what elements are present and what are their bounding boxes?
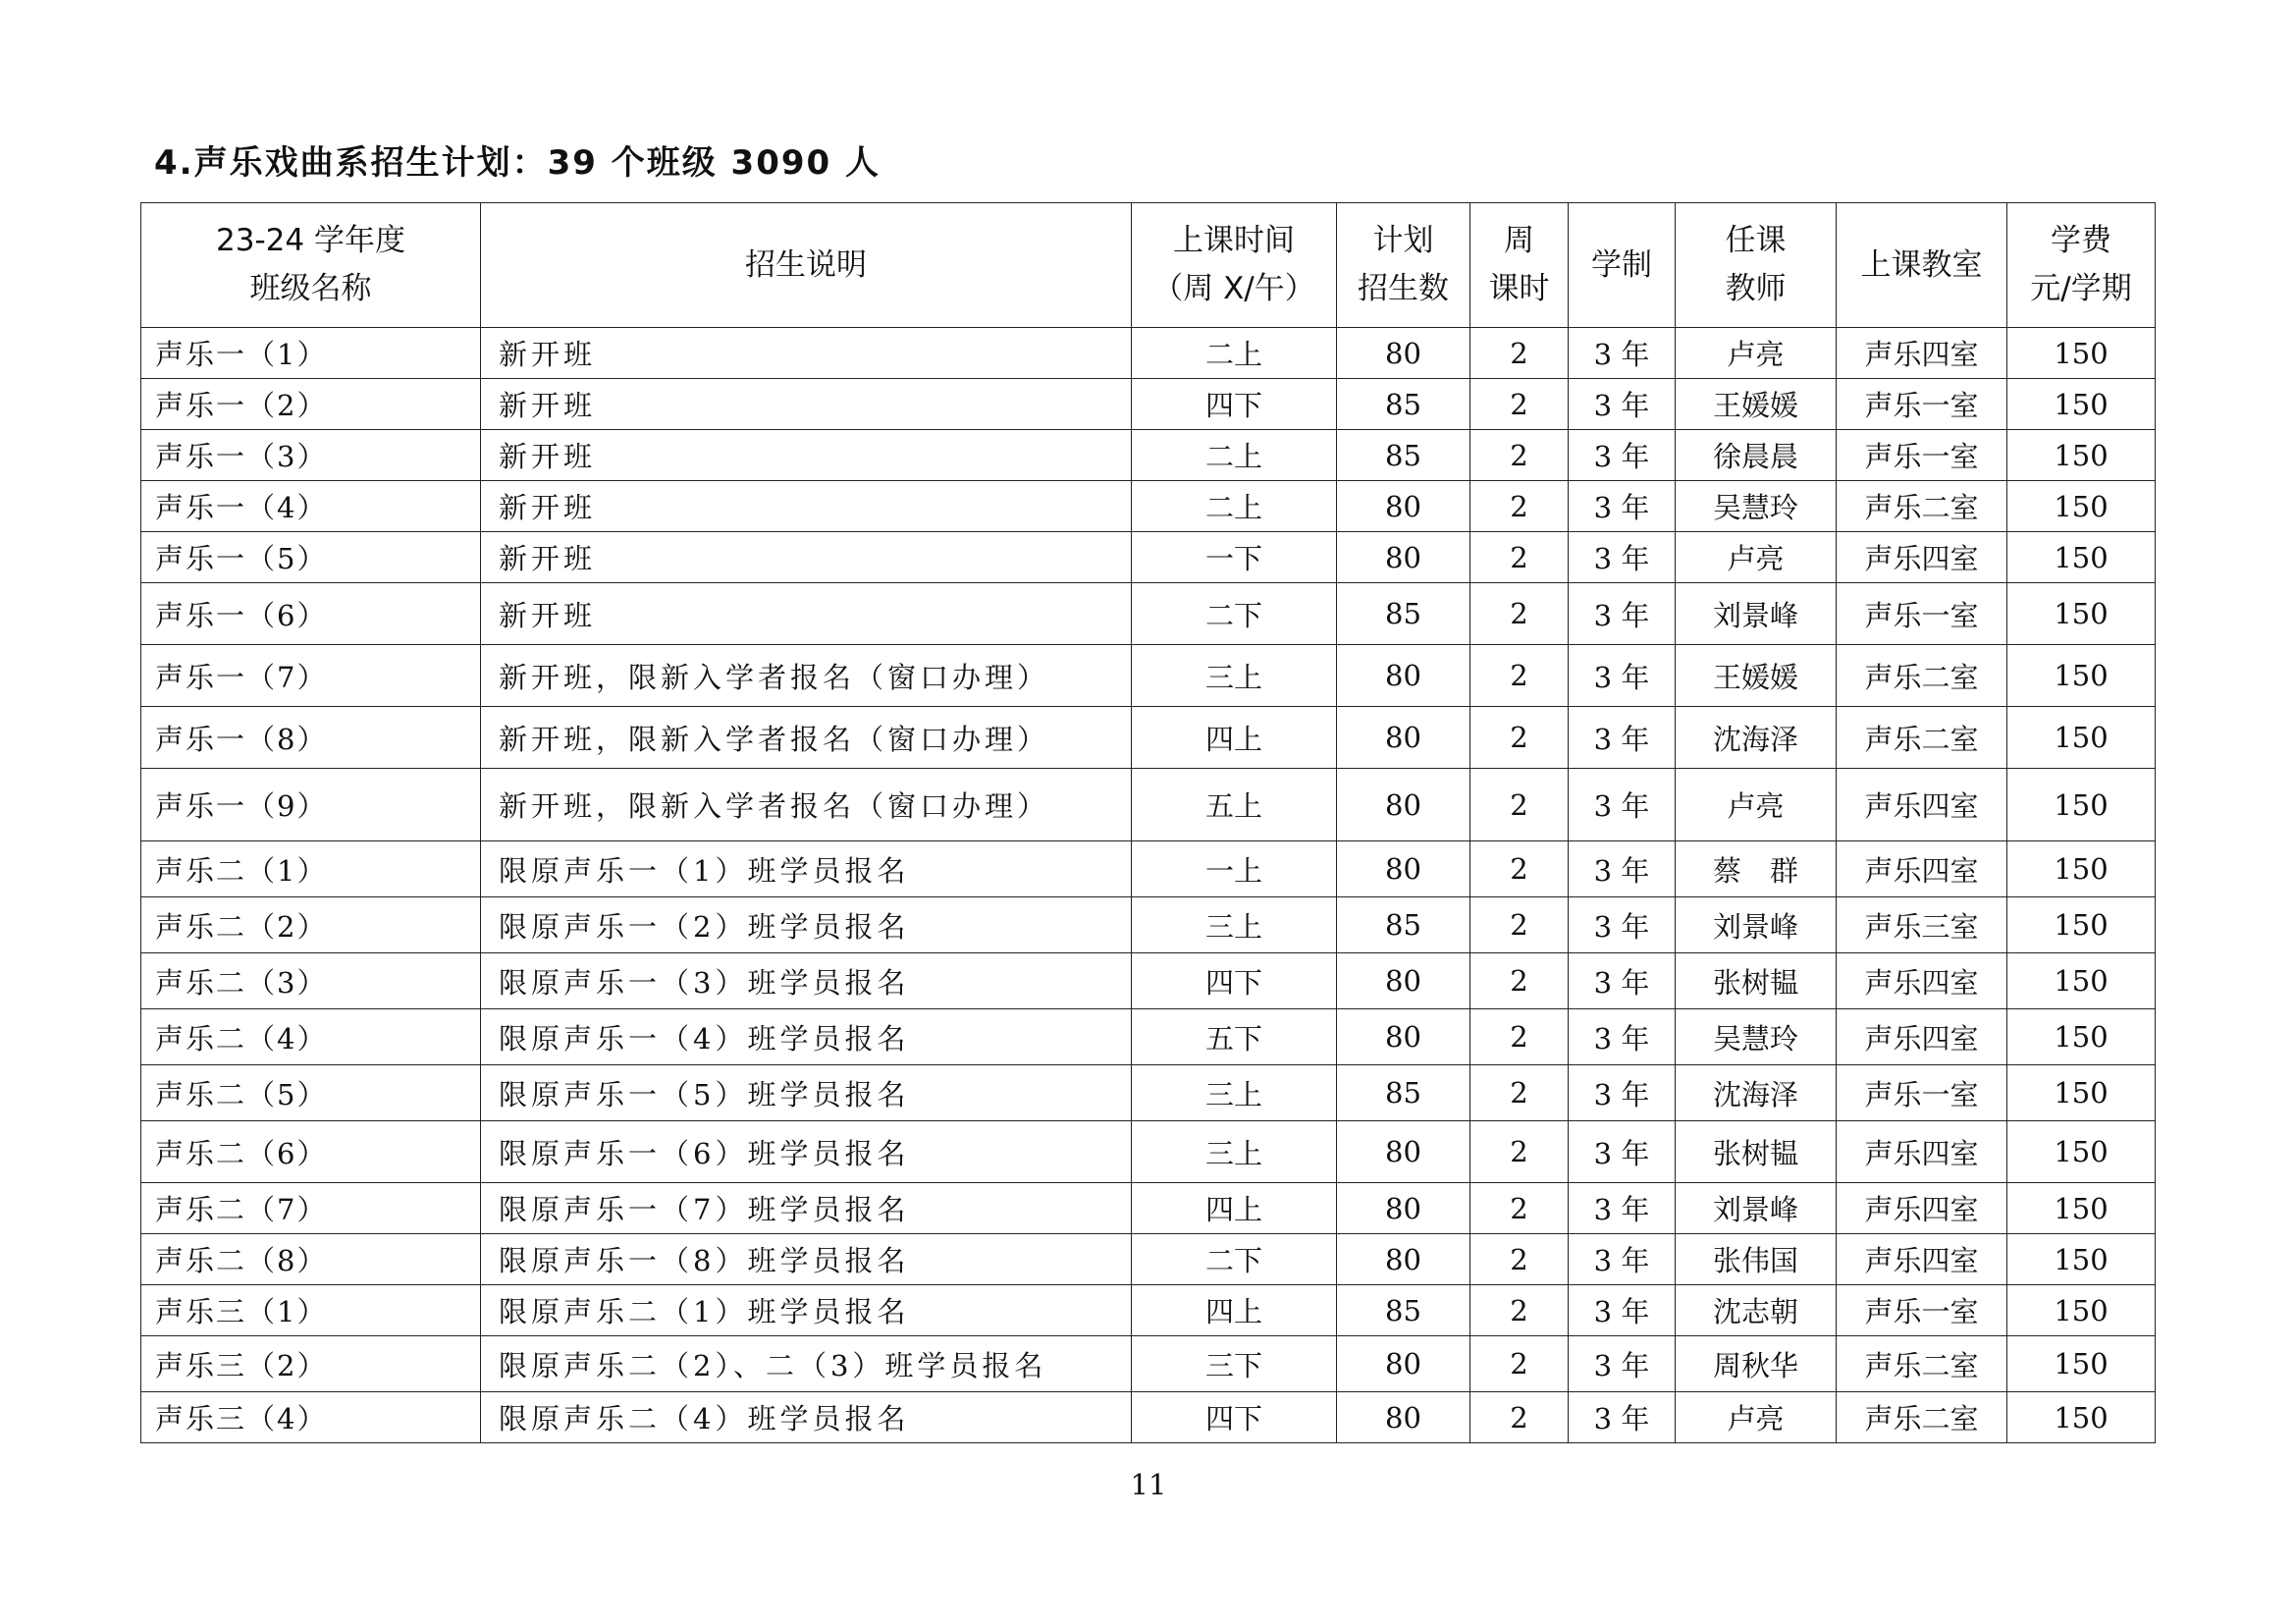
- cell-teacher: 刘景峰: [1676, 897, 1837, 953]
- cell-class-time: 三下: [1132, 1336, 1337, 1392]
- cell-weekly-hours: 2: [1470, 645, 1569, 707]
- cell-planned-enrollment: 80: [1337, 328, 1470, 379]
- cell-classroom: 声乐四室: [1837, 769, 2007, 841]
- cell-teacher: 王媛媛: [1676, 645, 1837, 707]
- header-weekly-hours-line: 周: [1504, 223, 1534, 258]
- cell-tuition-fee: 150: [2007, 379, 2156, 430]
- cell-enrollment-note: 限原声乐二（1）班学员报名: [481, 1285, 1132, 1336]
- cell-enrollment-note: 新开班: [481, 328, 1132, 379]
- cell-program-length: 3 年: [1569, 1009, 1676, 1065]
- cell-class-name: 声乐一（3）: [141, 430, 481, 481]
- cell-tuition-fee: 150: [2007, 1234, 2156, 1285]
- cell-planned-enrollment: 80: [1337, 1183, 1470, 1234]
- page-title: 4.声乐戏曲系招生计划：39 个班级 3090 人: [154, 143, 881, 183]
- cell-planned-enrollment: 80: [1337, 1009, 1470, 1065]
- cell-program-length: 3 年: [1569, 1183, 1676, 1234]
- cell-classroom: 声乐四室: [1837, 953, 2007, 1009]
- header-class-time-line: 上课时间: [1173, 223, 1295, 258]
- table-row: [141, 583, 2156, 645]
- cell-class-name: 声乐二（5）: [141, 1065, 481, 1121]
- cell-classroom: 声乐四室: [1837, 1009, 2007, 1065]
- cell-teacher: 徐晨晨: [1676, 430, 1837, 481]
- cell-class-name: 声乐一（1）: [141, 328, 481, 379]
- cell-class-name: 声乐二（6）: [141, 1121, 481, 1183]
- table-row: [141, 897, 2156, 953]
- cell-classroom: 声乐四室: [1837, 1234, 2007, 1285]
- cell-weekly-hours: 2: [1470, 1234, 1569, 1285]
- cell-planned-enrollment: 85: [1337, 897, 1470, 953]
- cell-tuition-fee: 150: [2007, 1285, 2156, 1336]
- cell-tuition-fee: 150: [2007, 1183, 2156, 1234]
- cell-tuition-fee: 150: [2007, 1121, 2156, 1183]
- header-tuition-fee-line: 学费: [2051, 223, 2111, 258]
- header-teacher-line: 教师: [1725, 271, 1787, 306]
- cell-class-time: 三上: [1132, 1121, 1337, 1183]
- header-classroom-line: 上课教室: [1860, 246, 1983, 283]
- cell-program-length: 3 年: [1569, 1121, 1676, 1183]
- cell-classroom: 声乐二室: [1837, 481, 2007, 532]
- cell-tuition-fee: 150: [2007, 707, 2156, 769]
- cell-tuition-fee: 150: [2007, 1392, 2156, 1443]
- cell-tuition-fee: 150: [2007, 583, 2156, 645]
- header-teacher: [1676, 203, 1837, 328]
- cell-enrollment-note: 限原声乐二（4）班学员报名: [481, 1392, 1132, 1443]
- cell-teacher: 卢亮: [1676, 532, 1837, 583]
- table-row: [141, 953, 2156, 1009]
- cell-weekly-hours: 2: [1470, 583, 1569, 645]
- cell-enrollment-note: 限原声乐一（8）班学员报名: [481, 1234, 1132, 1285]
- table-row: [141, 1065, 2156, 1121]
- cell-class-time: 四上: [1132, 707, 1337, 769]
- cell-class-name: 声乐二（2）: [141, 897, 481, 953]
- header-weekly-hours: [1470, 203, 1569, 328]
- cell-tuition-fee: 150: [2007, 430, 2156, 481]
- cell-class-time: 三上: [1132, 645, 1337, 707]
- cell-enrollment-note: 新开班: [481, 379, 1132, 430]
- cell-weekly-hours: 2: [1470, 1121, 1569, 1183]
- cell-planned-enrollment: 85: [1337, 430, 1470, 481]
- cell-classroom: 声乐二室: [1837, 707, 2007, 769]
- cell-classroom: 声乐二室: [1837, 645, 2007, 707]
- cell-class-time: 一下: [1132, 532, 1337, 583]
- cell-planned-enrollment: 85: [1337, 1065, 1470, 1121]
- cell-weekly-hours: 2: [1470, 953, 1569, 1009]
- cell-class-time: 五上: [1132, 769, 1337, 841]
- header-program-length-line: 学制: [1591, 246, 1652, 283]
- cell-class-name: 声乐一（4）: [141, 481, 481, 532]
- cell-teacher: 刘景峰: [1676, 1183, 1837, 1234]
- table-header-row: [141, 203, 2156, 328]
- header-class-name-line: 班级名称: [249, 271, 372, 306]
- cell-classroom: 声乐四室: [1837, 328, 2007, 379]
- cell-planned-enrollment: 80: [1337, 645, 1470, 707]
- cell-class-name: 声乐三（4）: [141, 1392, 481, 1443]
- cell-class-time: 二上: [1132, 328, 1337, 379]
- cell-classroom: 声乐二室: [1837, 1392, 2007, 1443]
- table-body: [141, 328, 2156, 1443]
- table-row: [141, 645, 2156, 707]
- cell-program-length: 3 年: [1569, 481, 1676, 532]
- cell-class-name: 声乐三（2）: [141, 1336, 481, 1392]
- cell-program-length: 3 年: [1569, 328, 1676, 379]
- cell-planned-enrollment: 80: [1337, 707, 1470, 769]
- cell-enrollment-note: 限原声乐一（5）班学员报名: [481, 1065, 1132, 1121]
- cell-teacher: 张树韫: [1676, 1121, 1837, 1183]
- cell-tuition-fee: 150: [2007, 532, 2156, 583]
- table-row: [141, 769, 2156, 841]
- header-class-time: [1132, 203, 1337, 328]
- cell-teacher: 吴慧玲: [1676, 1009, 1837, 1065]
- table-row: [141, 1234, 2156, 1285]
- cell-classroom: 声乐四室: [1837, 841, 2007, 897]
- cell-enrollment-note: 新开班: [481, 583, 1132, 645]
- cell-weekly-hours: 2: [1470, 1392, 1569, 1443]
- cell-tuition-fee: 150: [2007, 1065, 2156, 1121]
- cell-weekly-hours: 2: [1470, 1183, 1569, 1234]
- cell-teacher: 刘景峰: [1676, 583, 1837, 645]
- cell-teacher: 蔡 群: [1676, 841, 1837, 897]
- cell-classroom: 声乐三室: [1837, 897, 2007, 953]
- cell-tuition-fee: 150: [2007, 841, 2156, 897]
- cell-planned-enrollment: 80: [1337, 532, 1470, 583]
- cell-class-time: 三上: [1132, 1065, 1337, 1121]
- table-row: [141, 707, 2156, 769]
- cell-program-length: 3 年: [1569, 1285, 1676, 1336]
- cell-weekly-hours: 2: [1470, 841, 1569, 897]
- cell-enrollment-note: 限原声乐一（6）班学员报名: [481, 1121, 1132, 1183]
- cell-class-name: 声乐二（1）: [141, 841, 481, 897]
- table-row: [141, 532, 2156, 583]
- cell-teacher: 张伟国: [1676, 1234, 1837, 1285]
- cell-program-length: 3 年: [1569, 583, 1676, 645]
- cell-weekly-hours: 2: [1470, 481, 1569, 532]
- page-number: 11: [1130, 1468, 1167, 1501]
- cell-class-time: 一上: [1132, 841, 1337, 897]
- cell-planned-enrollment: 85: [1337, 379, 1470, 430]
- cell-program-length: 3 年: [1569, 1336, 1676, 1392]
- cell-class-name: 声乐三（1）: [141, 1285, 481, 1336]
- cell-enrollment-note: 新开班: [481, 481, 1132, 532]
- table-row: [141, 841, 2156, 897]
- header-planned-enrollment: [1337, 203, 1470, 328]
- cell-classroom: 声乐一室: [1837, 1065, 2007, 1121]
- cell-enrollment-note: 限原声乐一（1）班学员报名: [481, 841, 1132, 897]
- header-enrollment-note-line: 招生说明: [745, 246, 867, 283]
- cell-program-length: 3 年: [1569, 430, 1676, 481]
- cell-class-time: 四下: [1132, 379, 1337, 430]
- cell-class-time: 三上: [1132, 897, 1337, 953]
- cell-class-name: 声乐二（8）: [141, 1234, 481, 1285]
- cell-class-name: 声乐一（8）: [141, 707, 481, 769]
- cell-enrollment-note: 新开班，限新入学者报名（窗口办理）: [481, 645, 1132, 707]
- cell-planned-enrollment: 80: [1337, 1336, 1470, 1392]
- cell-tuition-fee: 150: [2007, 769, 2156, 841]
- cell-class-time: 二下: [1132, 1234, 1337, 1285]
- cell-weekly-hours: 2: [1470, 769, 1569, 841]
- cell-tuition-fee: 150: [2007, 328, 2156, 379]
- cell-teacher: 卢亮: [1676, 328, 1837, 379]
- header-tuition-fee: [2007, 203, 2156, 328]
- cell-weekly-hours: 2: [1470, 1009, 1569, 1065]
- cell-teacher: 吴慧玲: [1676, 481, 1837, 532]
- cell-tuition-fee: 150: [2007, 481, 2156, 532]
- table-row: [141, 328, 2156, 379]
- cell-class-name: 声乐一（9）: [141, 769, 481, 841]
- cell-planned-enrollment: 80: [1337, 953, 1470, 1009]
- cell-weekly-hours: 2: [1470, 1336, 1569, 1392]
- table-row: [141, 481, 2156, 532]
- cell-class-name: 声乐一（7）: [141, 645, 481, 707]
- cell-classroom: 声乐四室: [1837, 1183, 2007, 1234]
- cell-tuition-fee: 150: [2007, 897, 2156, 953]
- cell-enrollment-note: 新开班: [481, 430, 1132, 481]
- cell-teacher: 沈海泽: [1676, 1065, 1837, 1121]
- header-enrollment-note: [481, 203, 1132, 328]
- cell-planned-enrollment: 80: [1337, 1121, 1470, 1183]
- cell-program-length: 3 年: [1569, 1065, 1676, 1121]
- cell-teacher: 王媛媛: [1676, 379, 1837, 430]
- cell-planned-enrollment: 80: [1337, 1234, 1470, 1285]
- cell-tuition-fee: 150: [2007, 953, 2156, 1009]
- cell-enrollment-note: 新开班，限新入学者报名（窗口办理）: [481, 707, 1132, 769]
- cell-planned-enrollment: 80: [1337, 769, 1470, 841]
- cell-weekly-hours: 2: [1470, 430, 1569, 481]
- cell-weekly-hours: 2: [1470, 328, 1569, 379]
- cell-program-length: 3 年: [1569, 1392, 1676, 1443]
- cell-classroom: 声乐一室: [1837, 583, 2007, 645]
- cell-class-name: 声乐二（3）: [141, 953, 481, 1009]
- cell-teacher: 沈海泽: [1676, 707, 1837, 769]
- cell-teacher: 沈志朝: [1676, 1285, 1837, 1336]
- cell-teacher: 卢亮: [1676, 769, 1837, 841]
- cell-program-length: 3 年: [1569, 953, 1676, 1009]
- cell-class-name: 声乐二（4）: [141, 1009, 481, 1065]
- header-class-time-line: （周 X/午）: [1152, 271, 1315, 306]
- cell-weekly-hours: 2: [1470, 379, 1569, 430]
- table-row: [141, 1285, 2156, 1336]
- table-row: [141, 1392, 2156, 1443]
- cell-teacher: 周秋华: [1676, 1336, 1837, 1392]
- cell-class-time: 四下: [1132, 1392, 1337, 1443]
- header-class-name: [141, 203, 481, 328]
- cell-program-length: 3 年: [1569, 897, 1676, 953]
- cell-weekly-hours: 2: [1470, 1065, 1569, 1121]
- cell-program-length: 3 年: [1569, 379, 1676, 430]
- header-classroom: [1837, 203, 2007, 328]
- cell-class-time: 四上: [1132, 1183, 1337, 1234]
- cell-program-length: 3 年: [1569, 645, 1676, 707]
- enrollment-table-container: [140, 202, 2155, 1443]
- cell-planned-enrollment: 85: [1337, 583, 1470, 645]
- cell-planned-enrollment: 85: [1337, 1285, 1470, 1336]
- cell-enrollment-note: 限原声乐一（3）班学员报名: [481, 953, 1132, 1009]
- table-row: [141, 1121, 2156, 1183]
- table-row: [141, 1336, 2156, 1392]
- header-planned-enrollment-line: 计划: [1372, 223, 1434, 258]
- cell-class-name: 声乐二（7）: [141, 1183, 481, 1234]
- header-tuition-fee-line: 元/学期: [2030, 271, 2132, 306]
- cell-classroom: 声乐四室: [1837, 532, 2007, 583]
- cell-weekly-hours: 2: [1470, 897, 1569, 953]
- cell-tuition-fee: 150: [2007, 1009, 2156, 1065]
- cell-classroom: 声乐一室: [1837, 430, 2007, 481]
- cell-planned-enrollment: 80: [1337, 841, 1470, 897]
- cell-weekly-hours: 2: [1470, 1285, 1569, 1336]
- header-planned-enrollment-line: 招生数: [1358, 271, 1449, 306]
- cell-tuition-fee: 150: [2007, 645, 2156, 707]
- header-teacher-line: 任课: [1725, 223, 1787, 258]
- cell-program-length: 3 年: [1569, 532, 1676, 583]
- table-row: [141, 1009, 2156, 1065]
- cell-classroom: 声乐二室: [1837, 1336, 2007, 1392]
- cell-weekly-hours: 2: [1470, 532, 1569, 583]
- cell-teacher: 张树韫: [1676, 953, 1837, 1009]
- cell-class-name: 声乐一（5）: [141, 532, 481, 583]
- cell-planned-enrollment: 80: [1337, 1392, 1470, 1443]
- cell-class-time: 四上: [1132, 1285, 1337, 1336]
- cell-class-time: 二下: [1132, 583, 1337, 645]
- cell-tuition-fee: 150: [2007, 1336, 2156, 1392]
- cell-teacher: 卢亮: [1676, 1392, 1837, 1443]
- cell-program-length: 3 年: [1569, 707, 1676, 769]
- header-program-length: [1569, 203, 1676, 328]
- header-class-name-line: 23-24 学年度: [216, 223, 405, 258]
- cell-enrollment-note: 限原声乐一（2）班学员报名: [481, 897, 1132, 953]
- cell-class-time: 五下: [1132, 1009, 1337, 1065]
- cell-enrollment-note: 限原声乐一（7）班学员报名: [481, 1183, 1132, 1234]
- table-row: [141, 430, 2156, 481]
- header-weekly-hours-line: 课时: [1488, 271, 1550, 306]
- cell-class-time: 四下: [1132, 953, 1337, 1009]
- cell-class-name: 声乐一（2）: [141, 379, 481, 430]
- cell-program-length: 3 年: [1569, 1234, 1676, 1285]
- cell-classroom: 声乐四室: [1837, 1121, 2007, 1183]
- cell-enrollment-note: 限原声乐二（2）、二（3）班学员报名: [481, 1336, 1132, 1392]
- cell-classroom: 声乐一室: [1837, 379, 2007, 430]
- enrollment-table: [140, 202, 2156, 1443]
- cell-class-time: 二上: [1132, 481, 1337, 532]
- cell-program-length: 3 年: [1569, 769, 1676, 841]
- cell-class-name: 声乐一（6）: [141, 583, 481, 645]
- cell-enrollment-note: 限原声乐一（4）班学员报名: [481, 1009, 1132, 1065]
- table-row: [141, 379, 2156, 430]
- cell-program-length: 3 年: [1569, 841, 1676, 897]
- cell-class-time: 二上: [1132, 430, 1337, 481]
- table-row: [141, 1183, 2156, 1234]
- cell-enrollment-note: 新开班，限新入学者报名（窗口办理）: [481, 769, 1132, 841]
- cell-planned-enrollment: 80: [1337, 481, 1470, 532]
- cell-classroom: 声乐一室: [1837, 1285, 2007, 1336]
- cell-enrollment-note: 新开班: [481, 532, 1132, 583]
- cell-weekly-hours: 2: [1470, 707, 1569, 769]
